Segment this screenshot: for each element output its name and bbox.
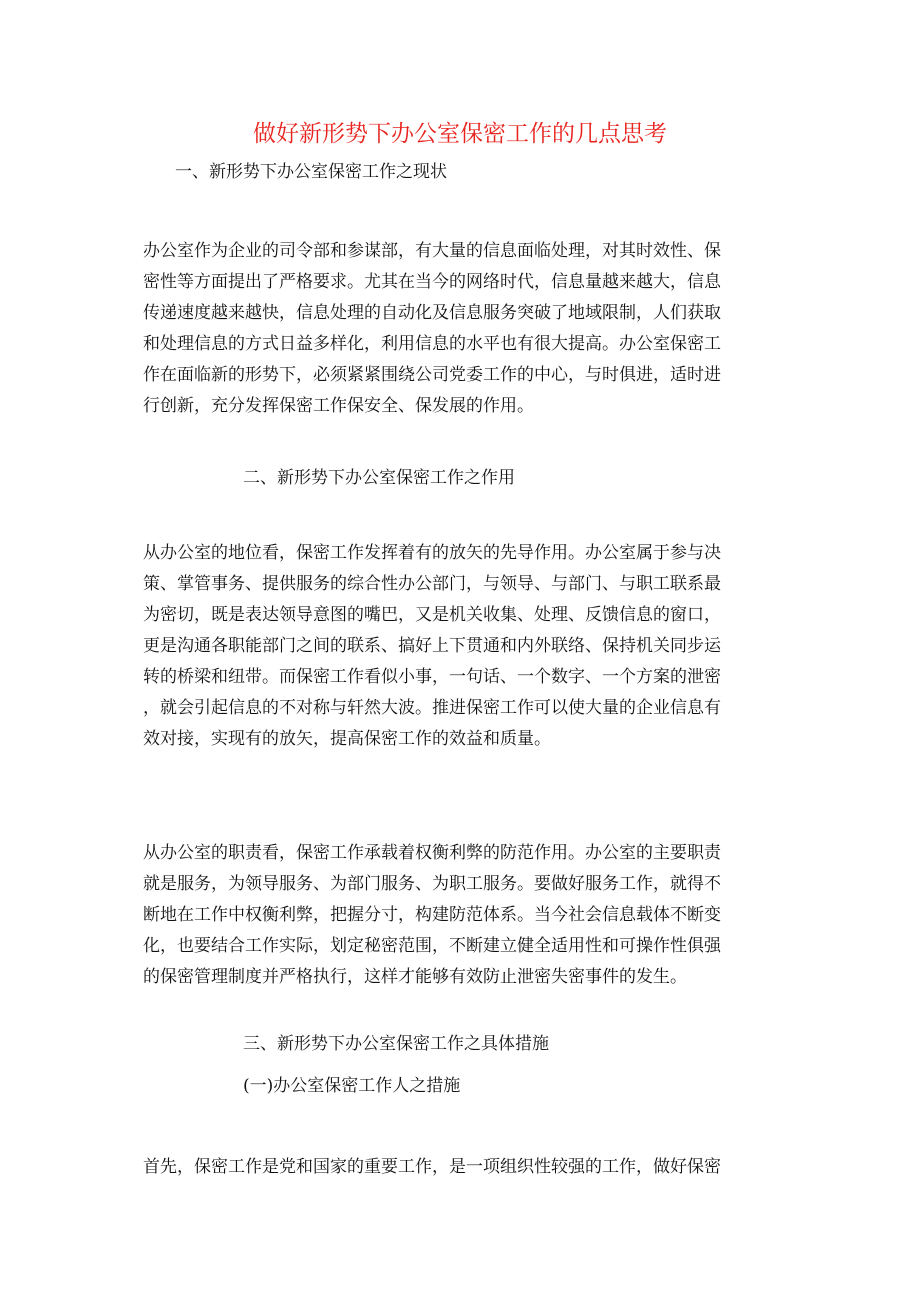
paragraph-line: 从办公室的职责看，保密工作承载着权衡利弊的防范作用。办公室的主要职责 — [143, 843, 721, 863]
section-heading-2: 二、新形势下办公室保密工作之作用 — [243, 468, 515, 488]
paragraph-3 — [143, 838, 783, 993]
paragraph-line: 和处理信息的方式日益多样化，利用信息的水平也有很大提高。办公室保密工 — [143, 334, 721, 354]
paragraph-line: 从办公室的地位看，保密工作发挥着有的放矢的先导作用。办公室属于参与决 — [143, 543, 721, 563]
paragraph-line: 作在面临新的形势下，必须紧紧围绕公司党委工作的中心，与时俱进，适时进 — [143, 365, 721, 385]
paragraph-2 — [143, 538, 783, 755]
subsection-heading-3-1: (一)办公室保密工作人之措施 — [243, 1076, 461, 1096]
paragraph-line: 办公室作为企业的司令部和参谋部，有大量的信息面临处理，对其时效性、保 — [143, 241, 721, 261]
paragraph-4 — [143, 1152, 783, 1183]
section-heading-1: 一、新形势下办公室保密工作之现状 — [175, 162, 447, 182]
paragraph-line: 为密切，既是表达领导意图的嘴巴，又是机关收集、处理、反馈信息的窗口， — [143, 605, 721, 625]
paragraph-line: 密性等方面提出了严格要求。尤其在当今的网络时代，信息量越来越大，信息 — [143, 272, 721, 292]
paragraph-line: 行创新，充分发挥保密工作保安全、保发展的作用。 — [143, 396, 534, 416]
paragraph-line: 转的桥梁和纽带。而保密工作看似小事，一句话、一个数字、一个方案的泄密 — [143, 667, 721, 687]
paragraph-line: 就是服务，为领导服务、为部门服务、为职工服务。要做好服务工作，就得不 — [143, 874, 721, 894]
paragraph-line: 更是沟通各职能部门之间的联系、搞好上下贯通和内外联络、保持机关同步运 — [143, 636, 721, 656]
paragraph-line: 化，也要结合工作实际，划定秘密范围，不断建立健全适用性和可操作性俱强 — [143, 936, 721, 956]
paragraph-1 — [143, 236, 783, 422]
paragraph-line: 的保密管理制度并严格执行，这样才能够有效防止泄密失密事件的发生。 — [143, 967, 687, 987]
document-title: 做好新形势下办公室保密工作的几点思考 — [253, 121, 667, 147]
paragraph-line: 首先，保密工作是党和国家的重要工作，是一项组织性较强的工作，做好保密 — [143, 1157, 721, 1177]
section-heading-3: 三、新形势下办公室保密工作之具体措施 — [243, 1034, 549, 1054]
paragraph-line: 断地在工作中权衡利弊，把握分寸，构建防范体系。当今社会信息载体不断变 — [143, 905, 721, 925]
paragraph-line: 效对接，实现有的放矢，提高保密工作的效益和质量。 — [143, 729, 551, 749]
paragraph-line: 策、掌管事务、提供服务的综合性办公部门，与领导、与部门、与职工联系最 — [143, 574, 721, 594]
paragraph-line: 传递速度越来越快，信息处理的自动化及信息服务突破了地域限制，人们获取 — [143, 303, 721, 323]
paragraph-line: ，就会引起信息的不对称与轩然大波。推进保密工作可以使大量的企业信息有 — [143, 698, 721, 718]
